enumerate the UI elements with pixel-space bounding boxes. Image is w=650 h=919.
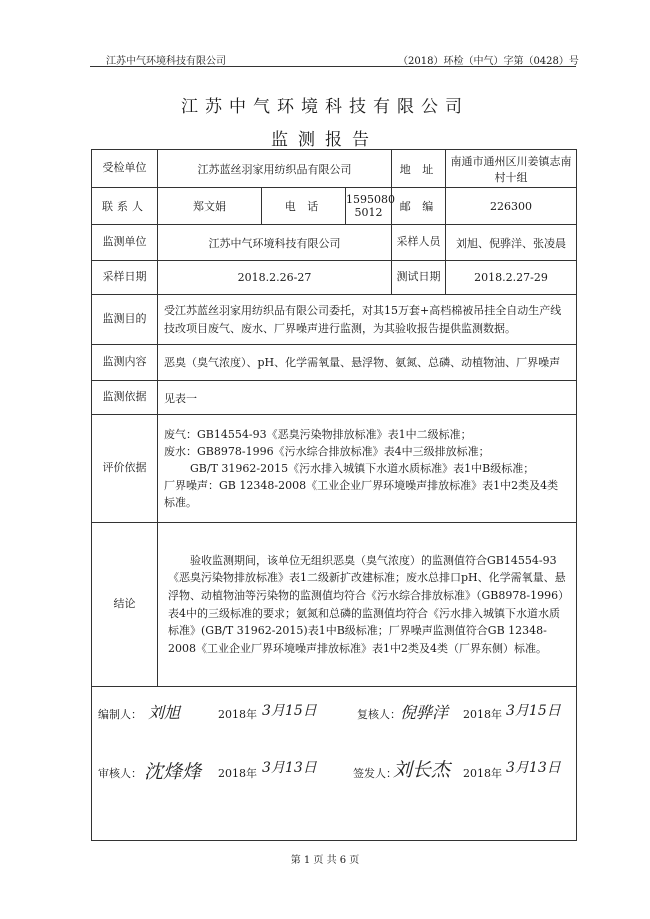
compiler-signature: 刘旭 [148,703,181,722]
report-table [91,149,577,841]
evaluation-gas: 废气：GB14554-93《恶臭污染物排放标准》表1中二级标准； [164,427,472,441]
test-date-value: 2018.2.27-29 [446,261,577,295]
basis-value: 见表一 [158,381,577,415]
sampler-value: 刘旭、倪骅洋、张凌晨 [446,225,577,261]
issuer-label: 签发人： [353,767,397,780]
purpose-label: 监测目的 [92,295,158,345]
postcode-label: 邮 编 [392,188,446,225]
issuer-signature: 刘长杰 [393,759,451,781]
reviewer-date: 3月15日 [506,703,561,719]
monitor-unit-label: 监测单位 [92,225,158,261]
sample-date-label: 采样日期 [92,261,158,295]
content-label: 监测内容 [92,345,158,381]
purpose-value: 受江苏蓝丝羽家用纺织品有限公司委托，对其15万套+高档棉被吊挂全自动生产线技改项目废气、废水、厂界噪声进行监测，为其验收报告提供监测数据。 [158,295,577,345]
phone-label: 电 话 [262,188,346,225]
evaluation-water-sewer: GB/T 31962-2015《污水排入城镇下水道水质标准》表1中B级标准； [190,461,535,475]
header-divider [90,66,576,67]
phone-value [346,188,395,225]
phone-part-1: 1595080 [346,193,395,206]
reviewer-date-year: 2018年 [463,708,502,721]
auditor-signature: 沈烽烽 [144,761,202,783]
contact-value: 郑文娟 [158,188,262,225]
reviewer-label: 复核人： [357,708,401,721]
client-label: 受检单位 [92,150,158,188]
conclusion-value: 验收监测期间，该单位无组织恶臭（臭气浓度）的监测值符合GB14554-93《恶臭污染物排放标准》表1二级新扩改建标准；废水总排口pH、化学需氧量、悬浮物、动植物油等污染物的监测值均符合《污水综合排放标准》（GB8978-1996）表4中的三级标准的要求；氨氮和总磷的监测值均符合《污水排入城镇下水道水质标准》(GB/T 31962-2015)表1中B级标准；厂界噪声监测值符合GB 12348-2008《工业企业厂界环境噪声排放标准》表1中2类及4类（厂界东侧）标准。 [158,523,577,687]
contact-label: 联系人 [92,188,158,225]
content-value: 恶臭（臭气浓度）、pH、化学需氧量、悬浮物、氨氮、总磷、动植物油、厂界噪声 [158,345,577,381]
phone-part-2: 5012 [354,206,383,219]
sample-date-value: 2018.2.26-27 [158,261,392,295]
evaluation-water: 废水：GB8978-1996《污水综合排放标准》表4中三级排放标准； [164,444,490,458]
address-value: 南通市通州区川姜镇志南村十组 [446,150,577,188]
postcode-value: 226300 [446,188,577,225]
page-number: 第 1 页 共 6 页 [290,855,360,866]
basis-label: 监测依据 [92,381,158,415]
auditor-date-year: 2018年 [218,767,257,780]
evaluation-value [158,415,577,523]
report-title: 监测报告 [271,130,379,150]
evaluation-noise: 厂界噪声：GB 12348-2008《工业企业厂界环境噪声排放标准》表1中2类及4类标准。 [164,479,559,510]
document-title: 江苏中气环境科技有限公司 [181,97,469,117]
compiler-label: 编制人： [98,708,142,721]
header-company: 江苏中气环境科技有限公司 [106,56,226,67]
auditor-label: 审核人： [98,767,142,780]
compiler-date: 3月15日 [262,703,317,719]
auditor-date: 3月13日 [262,760,317,776]
compiler-date-year: 2018年 [218,708,257,721]
client-value: 江苏蓝丝羽家用纺织品有限公司 [158,150,392,188]
reviewer-signature: 倪骅洋 [400,703,449,722]
conclusion-label: 结论 [92,523,158,687]
sampler-label: 采样人员 [392,225,446,261]
issuer-date: 3月13日 [506,760,561,776]
test-date-label: 测试日期 [392,261,446,295]
issuer-date-year: 2018年 [463,767,502,780]
evaluation-label: 评价依据 [92,415,158,523]
monitor-unit-value: 江苏中气环境科技有限公司 [158,225,392,261]
address-label: 地 址 [392,150,446,188]
report-number: （2018）环检（中气）字第（0428）号 [398,56,579,67]
